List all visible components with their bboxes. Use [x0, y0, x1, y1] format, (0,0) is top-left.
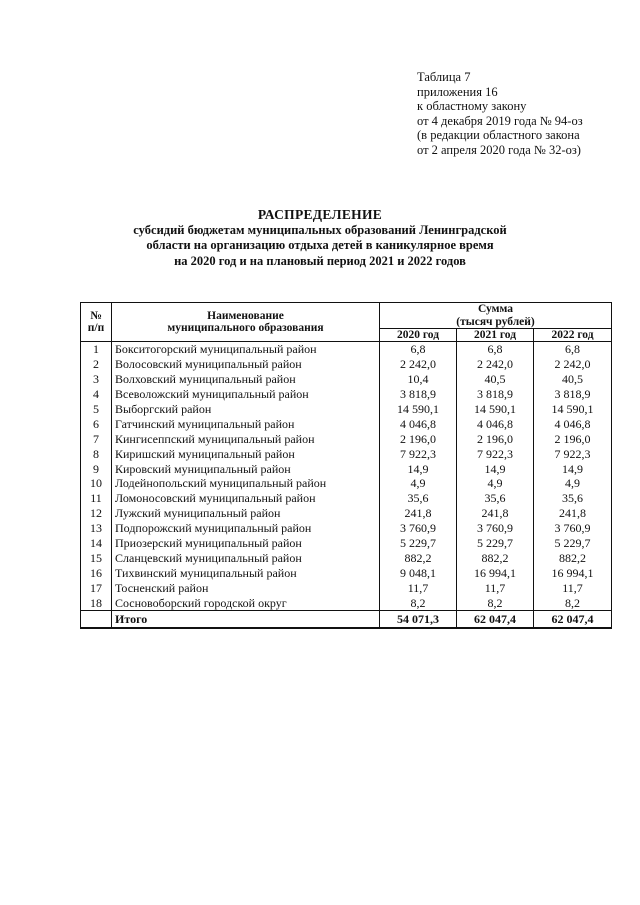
title-line: на 2020 год и на плановый период 2021 и 2022 годов — [174, 253, 466, 268]
table-row — [81, 461, 612, 476]
distribution-table — [80, 302, 612, 629]
appendix-note-line: Таблица 7 — [417, 70, 471, 84]
row-municipality-name: Волосовский муниципальный район — [112, 357, 380, 372]
row-value-2020: 14,9 — [380, 461, 457, 476]
appendix-note-line: (в редакции областного закона — [417, 128, 580, 143]
row-municipality-name: Ломоносовский муниципальный район — [112, 491, 380, 506]
row-value-2020: 3 760,9 — [380, 521, 457, 536]
table-row — [81, 387, 612, 402]
total-row — [81, 611, 612, 629]
row-value-2021: 241,8 — [457, 506, 534, 521]
row-value-2020: 3 818,9 — [380, 387, 457, 402]
row-number: 9 — [81, 461, 112, 476]
row-value-2021: 14,9 — [457, 461, 534, 476]
header-sum — [380, 303, 612, 329]
row-number: 16 — [81, 565, 112, 580]
row-value-2021: 882,2 — [457, 550, 534, 565]
header-number-line: № — [90, 309, 102, 322]
row-number: 6 — [81, 416, 112, 431]
row-value-2021: 3 818,9 — [457, 387, 534, 402]
row-value-2021: 8,2 — [457, 595, 534, 610]
row-value-2021: 40,5 — [457, 372, 534, 387]
row-value-2020: 7 922,3 — [380, 446, 457, 461]
row-municipality-name: Всеволожский муниципальный район — [112, 387, 380, 402]
total-2022: 62 047,4 — [534, 611, 612, 629]
row-number: 7 — [81, 431, 112, 446]
header-year-2021: 2021 год — [457, 329, 534, 342]
row-value-2020: 882,2 — [380, 550, 457, 565]
row-value-2022: 2 196,0 — [534, 431, 612, 446]
row-value-2020: 2 242,0 — [380, 357, 457, 372]
row-number: 13 — [81, 521, 112, 536]
table-row — [81, 416, 612, 431]
appendix-note — [417, 70, 632, 158]
row-value-2021: 35,6 — [457, 491, 534, 506]
total-number-cell — [81, 611, 112, 629]
row-municipality-name: Бокситогорский муниципальный район — [112, 342, 380, 357]
row-municipality-name: Сланцевский муниципальный район — [112, 550, 380, 565]
row-municipality-name: Киришский муниципальный район — [112, 446, 380, 461]
row-municipality-name: Выборгский район — [112, 402, 380, 417]
document-title — [0, 207, 640, 269]
row-value-2021: 14 590,1 — [457, 402, 534, 417]
row-municipality-name: Приозерский муниципальный район — [112, 536, 380, 551]
row-value-2022: 882,2 — [534, 550, 612, 565]
header-name — [112, 303, 380, 342]
row-value-2020: 9 048,1 — [380, 565, 457, 580]
row-municipality-name: Лодейнопольский муниципальный район — [112, 476, 380, 491]
row-number: 11 — [81, 491, 112, 506]
title-line: области на организацию отдыха детей в каникулярное время — [146, 238, 494, 252]
row-value-2020: 6,8 — [380, 342, 457, 357]
row-value-2021: 4 046,8 — [457, 416, 534, 431]
table-row — [81, 506, 612, 521]
table-body — [81, 342, 612, 611]
row-value-2020: 2 196,0 — [380, 431, 457, 446]
table-row — [81, 491, 612, 506]
row-municipality-name: Волховский муниципальный район — [112, 372, 380, 387]
row-municipality-name: Подпорожский муниципальный район — [112, 521, 380, 536]
header-number-line: п/п — [87, 322, 105, 334]
row-value-2021: 7 922,3 — [457, 446, 534, 461]
row-number: 17 — [81, 580, 112, 595]
table-row — [81, 595, 612, 610]
row-municipality-name: Сосновоборский городской округ — [112, 595, 380, 610]
table-row — [81, 446, 612, 461]
row-number: 10 — [81, 476, 112, 491]
row-number: 8 — [81, 446, 112, 461]
row-value-2022: 16 994,1 — [534, 565, 612, 580]
row-value-2022: 2 242,0 — [534, 357, 612, 372]
table-row — [81, 550, 612, 565]
table-row — [81, 580, 612, 595]
table-row — [81, 476, 612, 491]
row-value-2020: 4,9 — [380, 476, 457, 491]
row-value-2020: 241,8 — [380, 506, 457, 521]
row-number: 12 — [81, 506, 112, 521]
row-municipality-name: Кингисеппский муниципальный район — [112, 431, 380, 446]
table-row — [81, 431, 612, 446]
row-number: 2 — [81, 357, 112, 372]
header-number — [81, 303, 112, 342]
row-value-2022: 6,8 — [534, 342, 612, 357]
total-2020: 54 071,3 — [380, 611, 457, 629]
row-number: 18 — [81, 595, 112, 610]
row-value-2022: 4 046,8 — [534, 416, 612, 431]
header-year-2020: 2020 год — [380, 329, 457, 342]
table-row — [81, 521, 612, 536]
total-2021: 62 047,4 — [457, 611, 534, 629]
row-value-2022: 14 590,1 — [534, 402, 612, 417]
header-name-line: Наименование — [207, 309, 284, 322]
row-value-2022: 4,9 — [534, 476, 612, 491]
table-row — [81, 342, 612, 357]
appendix-note-line: от 2 апреля 2020 года № 32-оз) — [417, 142, 581, 157]
row-value-2022: 40,5 — [534, 372, 612, 387]
row-number: 4 — [81, 387, 112, 402]
row-value-2021: 11,7 — [457, 580, 534, 595]
table-row — [81, 402, 612, 417]
row-value-2022: 11,7 — [534, 580, 612, 595]
row-number: 14 — [81, 536, 112, 551]
row-value-2022: 8,2 — [534, 595, 612, 610]
row-value-2020: 14 590,1 — [380, 402, 457, 417]
row-value-2022: 241,8 — [534, 506, 612, 521]
appendix-note-line: к областному закону — [417, 99, 527, 114]
row-number: 15 — [81, 550, 112, 565]
table-row — [81, 565, 612, 580]
table-row — [81, 372, 612, 387]
row-value-2020: 10,4 — [380, 372, 457, 387]
row-value-2021: 2 196,0 — [457, 431, 534, 446]
header-sum-line: Сумма — [478, 303, 513, 315]
row-number: 5 — [81, 402, 112, 417]
title-main: РАСПРЕДЕЛЕНИЕ — [257, 207, 383, 222]
row-value-2021: 2 242,0 — [457, 357, 534, 372]
header-name-line: муниципального образования — [167, 322, 324, 334]
title-line: субсидий бюджетам муниципальных образований Ленинградской — [133, 222, 507, 237]
header-sum-line: (тысяч рублей) — [456, 315, 535, 328]
row-municipality-name: Тихвинский муниципальный район — [112, 565, 380, 580]
row-municipality-name: Кировский муниципальный район — [112, 461, 380, 476]
header-year-2022: 2022 год — [534, 329, 612, 342]
row-value-2020: 8,2 — [380, 595, 457, 610]
appendix-note-line: от 4 декабря 2019 года № 94-оз — [417, 113, 583, 128]
total-label: Итого — [112, 611, 380, 629]
row-value-2022: 7 922,3 — [534, 446, 612, 461]
row-number: 3 — [81, 372, 112, 387]
row-value-2020: 4 046,8 — [380, 416, 457, 431]
row-value-2021: 4,9 — [457, 476, 534, 491]
row-value-2022: 3 760,9 — [534, 521, 612, 536]
row-value-2021: 16 994,1 — [457, 565, 534, 580]
row-municipality-name: Гатчинский муниципальный район — [112, 416, 380, 431]
row-value-2022: 3 818,9 — [534, 387, 612, 402]
row-value-2020: 35,6 — [380, 491, 457, 506]
row-value-2021: 3 760,9 — [457, 521, 534, 536]
row-value-2022: 5 229,7 — [534, 536, 612, 551]
row-number: 1 — [81, 342, 112, 357]
row-value-2022: 14,9 — [534, 461, 612, 476]
table-row — [81, 536, 612, 551]
row-value-2020: 11,7 — [380, 580, 457, 595]
row-municipality-name: Лужский муниципальный район — [112, 506, 380, 521]
table-row — [81, 357, 612, 372]
row-value-2022: 35,6 — [534, 491, 612, 506]
appendix-note-line: приложения 16 — [417, 84, 498, 99]
row-municipality-name: Тосненский район — [112, 580, 380, 595]
row-value-2021: 5 229,7 — [457, 536, 534, 551]
row-value-2020: 5 229,7 — [380, 536, 457, 551]
row-value-2021: 6,8 — [457, 342, 534, 357]
